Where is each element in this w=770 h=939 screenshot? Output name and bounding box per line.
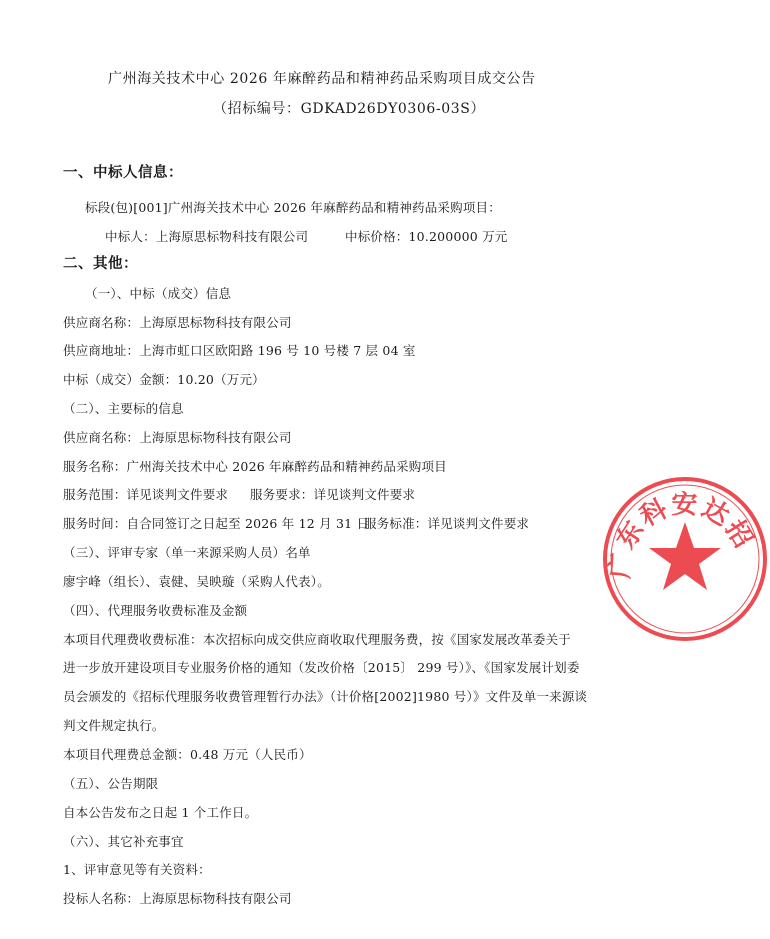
section-2-heading: 二、其他：	[63, 256, 138, 272]
sub3-title: （三）、评审专家（单一来源采购人员）名单	[63, 545, 311, 560]
sub2-standard: 服务标准：详见谈判文件要求	[364, 516, 530, 531]
lot-description: 标段(包)[001]广州海关技术中心 2026 年麻醉药品和精神药品采购项目：	[85, 200, 501, 215]
fee-paragraph-line-1: 本项目代理费收费标准：本次招标向成交供应商收取代理服务费，按《国家发展改革委关于	[63, 632, 572, 647]
fee-paragraph-line-4: 判文件规定执行。	[63, 718, 165, 733]
notice-period: 自本公告发布之日起 1 个工作日。	[63, 805, 258, 820]
fee-paragraph-line-2: 进一步放开建设项目专业服务价格的通知（发改价格〔2015〕 299 号）》、《国家发展计划委	[63, 660, 580, 675]
sub1-amount: 中标（成交）金额：10.20（万元）	[63, 372, 265, 387]
page-title: 广州海关技术中心 2026 年麻醉药品和精神药品采购项目成交公告	[108, 71, 536, 87]
sub2-supplier: 供应商名称：上海原思标物科技有限公司	[63, 430, 292, 445]
expert-list: 廖宇峰（组长）、袁健、吴映璇（采购人代表）。	[63, 574, 330, 589]
fee-paragraph-line-3: 员会颁发的《招标代理服务收费管理暂行办法》（计价格[2002]1980 号）》文件及单一来源谈	[63, 689, 588, 704]
company-seal-stamp	[600, 474, 770, 644]
sub5-title: （五）、公告期限	[63, 776, 159, 791]
sub2-title: （二）、主要标的信息	[63, 401, 184, 416]
winner-name: 中标人：上海原思标物科技有限公司	[105, 229, 309, 244]
sub2-scope: 服务范围：详见谈判文件要求	[63, 487, 229, 502]
sub4-title: （四）、代理服务收费标准及金额	[63, 603, 248, 618]
tender-number: （招标编号：GDKAD26DY0306-03S）	[213, 101, 486, 117]
sub1-title: （一）、中标（成交）信息	[85, 286, 232, 301]
sub6-title: （六）、其它补充事宜	[63, 834, 184, 849]
section-1-heading: 一、中标人信息：	[63, 165, 183, 181]
sub1-supplier: 供应商名称：上海原思标物科技有限公司	[63, 315, 292, 330]
seal-star-icon	[649, 522, 721, 590]
sub2-time: 服务时间：自合同签订之日起至 2026 年 12 月 31 日	[63, 516, 370, 531]
bidder-name: 投标人名称：上海原思标物科技有限公司	[63, 891, 292, 906]
sub2-requirement: 服务要求：详见谈判文件要求	[250, 487, 416, 502]
seal-text: 广东科安达招	[605, 490, 760, 580]
sub2-service-name: 服务名称：广州海关技术中心 2026 年麻醉药品和精神药品采购项目	[63, 459, 447, 474]
fee-total: 本项目代理费总金额：0.48 万元（人民币）	[63, 747, 312, 762]
sub1-address: 供应商地址：上海市虹口区欧阳路 196 号 10 号楼 7 层 04 室	[63, 343, 416, 358]
winning-price: 中标价格：10.200000 万元	[345, 229, 508, 244]
sub6-item-1: 1、评审意见等有关资料：	[63, 862, 211, 877]
